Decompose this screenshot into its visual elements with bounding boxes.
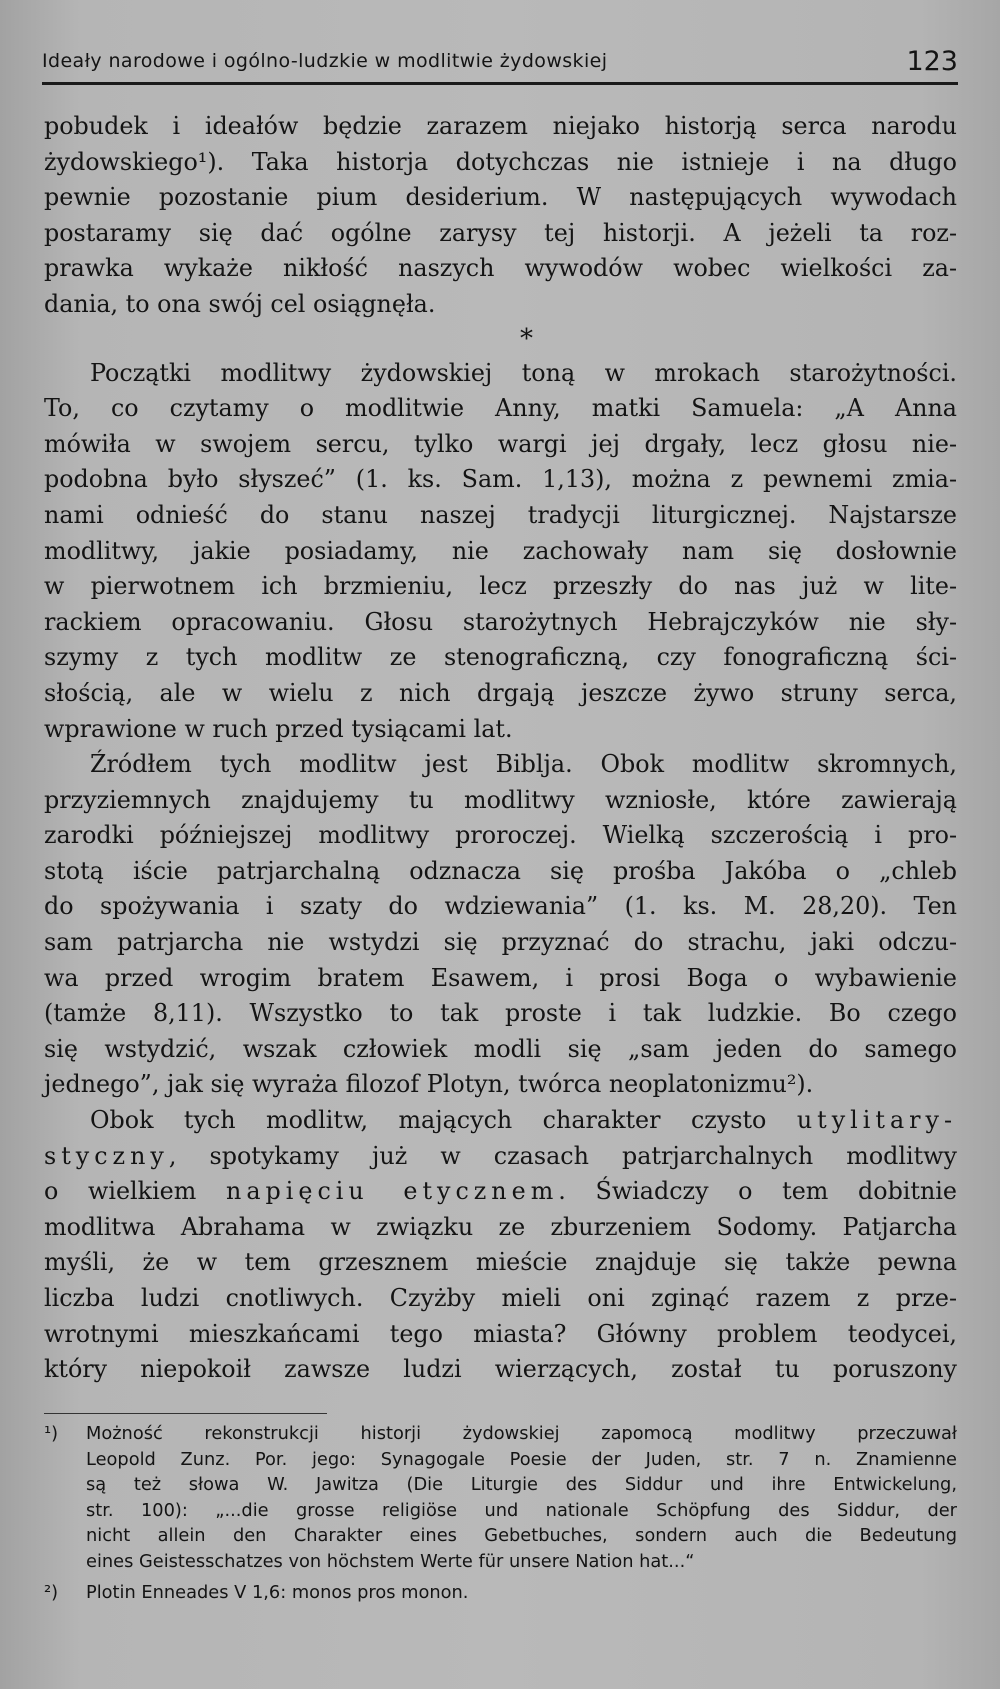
text-run: Obok tych modlitw, mających charakter czysto [90,1106,767,1135]
body-text [44,109,957,1388]
text-line: pobudek i ideałów będzie zarazem niejako historją serca narodu [44,112,957,140]
text-line: Źródłem tych modlitw jest Biblja. Obok modlitw skromnych, [90,750,957,779]
emphasis-spaced: styczny [44,1141,169,1170]
running-title: Ideały narodowe i ogólno-ludzkie w modlitwie żydowskiej [42,50,608,72]
running-head [42,46,958,82]
footnote-1-line: str. 100): „...die grosse religiöse und nationale Schöpfung des Siddur, der [86,1499,957,1521]
text-line: postaramy się dać ogólne zarysy tej historji. A jeżeli ta roz- [44,218,957,247]
footnote-2-line [44,1580,957,1606]
footnote-1-line: są też słowa W. Jawitza (Die Liturgie des Siddur und ihre Entwickelung, [86,1474,957,1495]
footnote-1-line [44,1421,957,1447]
emphasis-spaced: utylitary- [796,1106,957,1135]
text-line: stotą iście patrjarchalną odznacza się prośba Jakóba o „chleb [44,856,957,885]
text-line: To, co czytamy o modlitwie Anny, matki Samuela: „A Anna [44,394,957,423]
text-line-mixed [44,1103,957,1139]
footnote-1-mark: ¹) [44,1423,59,1444]
text-line: który niepokoił zawsze ludzi wierzących, został tu poruszony [44,1355,957,1384]
footnote-text: Możność rekonstrukcji historji żydowskiej zapomocą modlitwy przeczuwał [86,1423,957,1444]
text-line: sam patrjarcha nie wstydzi się przyznać do strachu, jaki odczu- [44,928,957,957]
text-line: wprawione w ruch przed tysiącami lat. [44,714,513,743]
footnote-text: Plotin Enneades V 1,6: monos pros monon. [86,1582,469,1603]
footnote-rule [44,1413,327,1414]
text-line: modlitwy, jakie posiadamy, nie zachowały nam się dosłownie [44,536,957,565]
text-line: się wstydzić, wszak człowiek modli się „sam jeden do samego [44,1034,957,1063]
text-line: prawka wykaże nikłość naszych wywodów wobec wielkości za- [44,254,957,283]
text-line-mixed [44,1139,957,1175]
footnotes [44,1421,957,1606]
footnote-2-mark: ²) [44,1582,59,1603]
text-line: zarodki późniejszej modlitwy proroczej. Wielką szczerością i pro- [44,821,957,850]
text-line: liczba ludzi cnotliwych. Czyżby mieli oni zginąć razem z prze- [44,1284,957,1312]
text-line: modlitwa Abrahama w związku ze zburzeniem Sodomy. Patjarcha [44,1212,957,1241]
text-line: (tamże 8,11). Wszystko to tak proste i tak ludzkie. Bo czego [44,999,957,1028]
footnote-1-line: eines Geistesschatzes von höchstem Werte für unsere Nation hat...“ [86,1550,695,1572]
text-line: żydowskiego¹). Taka historja dotychczas nie istnieje i na długo [44,147,957,176]
text-line: myśli, że w tem grzesznem mieście znajduje się także pewna [44,1248,957,1277]
text-line: nami odnieść do stanu naszej tradycji liturgicznej. Najstarsze [44,500,957,529]
text-run: , spotykamy już w czasach patrjarchalnych modlitwy [168,1141,957,1170]
section-asterisk: * [520,323,533,354]
text-line: jednego”, jak się wyraża filozof Plotyn, twórca neoplatonizmu²). [44,1070,814,1099]
text-line: Początki modlitwy żydowskiej toną w mrokach starożytności. [90,358,957,387]
text-line: dania, to ona swój cel osiągnęła. [44,289,436,318]
footnote-1-line: Leopold Zunz. Por. jego: Synagogale Poesie der Juden, str. 7 n. Znamienne [86,1448,957,1470]
text-line: wrotnymi mieszkańcami tego miasta? Główny problem teodycei, [44,1319,957,1348]
text-line: do spożywania i szaty do wdziewania” (1. ks. M. 28,20). Ten [44,892,957,921]
text-line-mixed [44,1174,957,1210]
header-rule [42,82,958,85]
text-line: rackiem opracowaniu. Głosu starożytnych Hebrajczyków nie sły- [44,607,957,636]
text-run: . Świadczy o tem dobitnie [558,1177,958,1206]
text-line: mówiła w swojem sercu, tylko wargi jej drgały, lecz głosu nie- [44,429,957,458]
footnote-1-line: nicht allein den Charakter eines Gebetbuches, sondern auch die Bedeutung [86,1525,957,1546]
text-line: pewnie pozostanie pium desiderium. W następujących wywodach [44,183,957,212]
text-line: wa przed wrogim bratem Esawem, i prosi Boga o wybawienie [44,963,957,992]
text-line: podobna było słyszeć” (1. ks. Sam. 1,13), można z pewnemi zmia- [44,465,957,494]
emphasis-spaced: napięciu etycznem [226,1177,559,1206]
text-line: słością, ale w wielu z nich drgają jeszcze żywo struny serca, [44,678,957,707]
text-line: w pierwotnem ich brzmieniu, lecz przeszły do nas już w lite- [44,572,957,601]
text-line: przyziemnych znajdujemy tu modlitwy wzniosłe, które zawierają [44,785,957,814]
page-number: 123 [906,46,958,77]
text-run: o wielkiem [44,1177,197,1206]
text-line: szymy z tych modlitw ze stenograficzną, czy fonograficzną ści- [44,643,957,672]
